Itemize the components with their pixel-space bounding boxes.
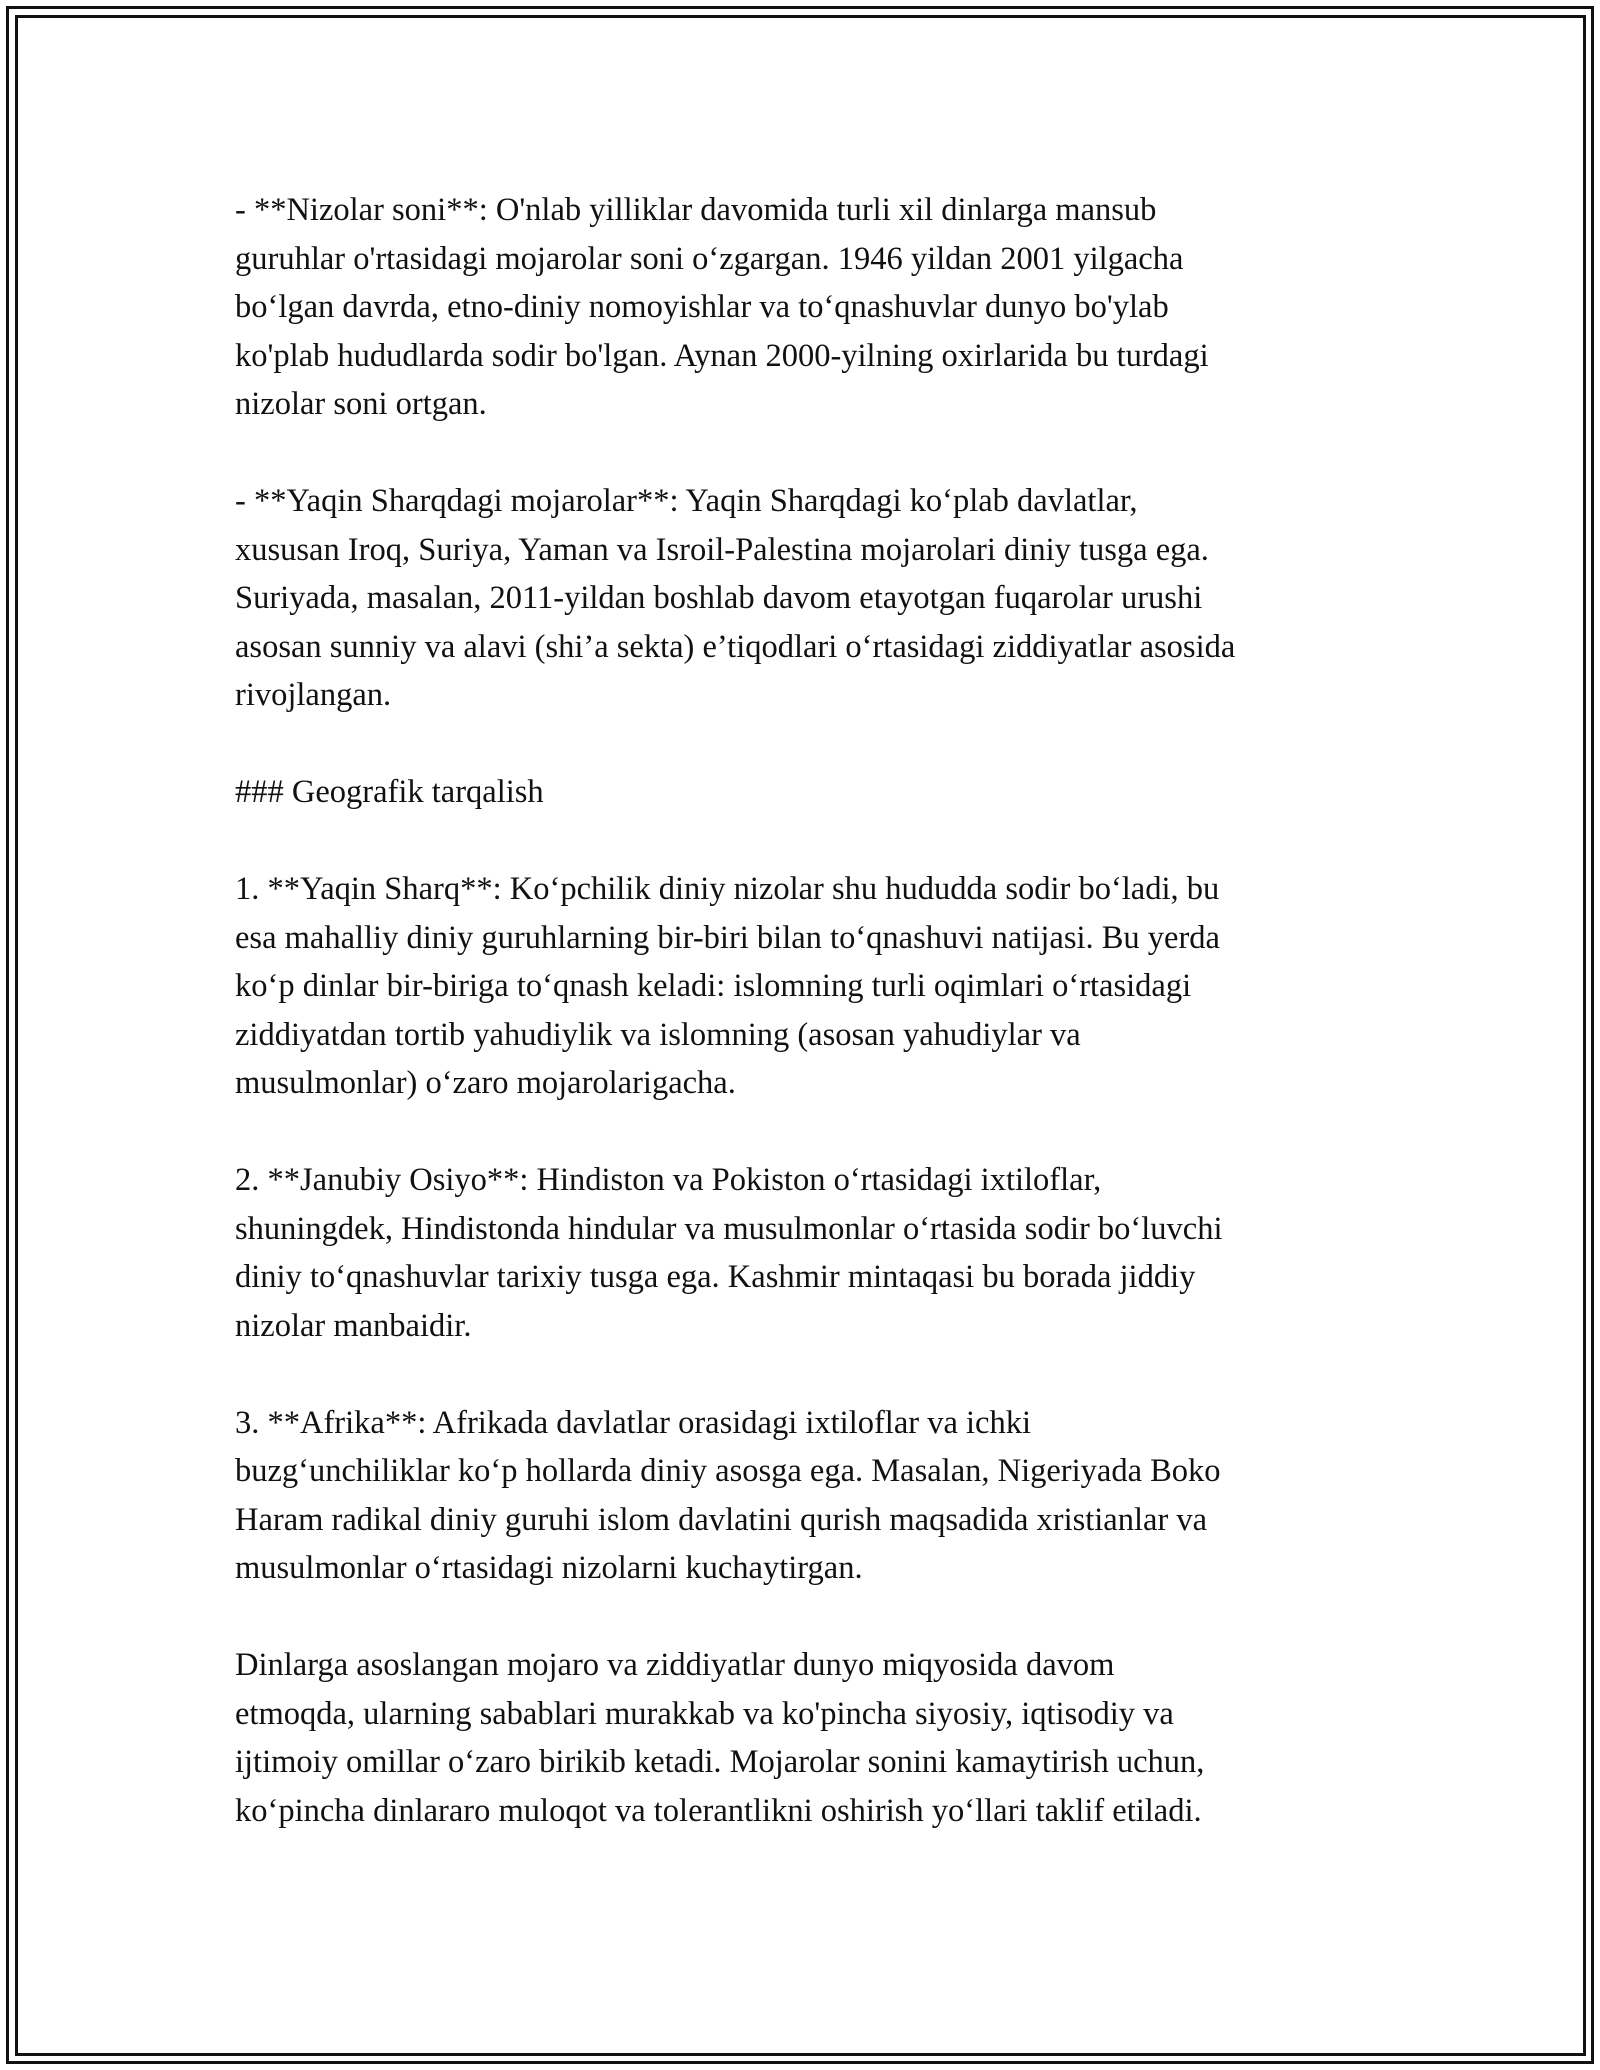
section-heading-geografik-tarqalish: ### Geografik tarqalish	[235, 774, 544, 810]
document-body	[235, 186, 1380, 1835]
list-item-yaqin-sharq: 1. **Yaqin Sharq**: Ko‘pchilik diniy nizolar shu hududda sodir bo‘ladi, bu esa mahalliy diniy guruhlarning bir-biri bilan to‘qnashuvi natijasi. Bu yerda ko‘p dinlar bir-biriga to‘qnash keladi: islomning turli oqimlari o‘rtasidagi ziddiyatdan tortib yahudiylik va islomning (asosan yahudiylar va musulmonlar) o‘zaro mojarolarigacha.	[235, 871, 1220, 1101]
paragraph-nizolar-soni: - **Nizolar soni**: O'nlab yilliklar davomida turli xil dinlarga mansub guruhlar o'rtasidagi mojarolar soni o‘zgargan. 1946 yildan 2001 yilgacha bo‘lgan davrda, etno-diniy nomoyishlar va to‘qnashuvlar dunyo bo'ylab ko'plab hududlarda sodir bo'lgan. Aynan 2000-yilning oxirlarida bu turdagi nizolar soni ortgan.	[235, 192, 1209, 422]
list-item-afrika: 3. **Afrika**: Afrikada davlatlar orasidagi ixtiloflar va ichki buzg‘unchiliklar ko‘p hollarda diniy asosga ega. Masalan, Nigeriyada Boko Haram radikal diniy guruhi islom davlatini qurish maqsadida xristianlar va musulmonlar o‘rtasidagi nizolarni kuchaytirgan.	[235, 1404, 1221, 1586]
paragraph-conclusion: Dinlarga asoslangan mojaro va ziddiyatlar dunyo miqyosida davom etmoqda, ularning sabablari murakkab va ko'pincha siyosiy, iqtisodiy va ijtimoiy omillar o‘zaro birikib ketadi. Mojarolar sonini kamaytirish uchun, ko‘pincha dinlararo muloqot va tolerantlikni oshirish yo‘llari taklif etiladi.	[235, 1647, 1205, 1829]
paragraph-yaqin-sharqdagi-mojarolar: - **Yaqin Sharqdagi mojarolar**: Yaqin Sharqdagi ko‘plab davlatlar, xususan Iroq, Suriya, Yaman va Isroil-Palestina mojarolari diniy tusga ega. Suriyada, masalan, 2011-yildan boshlab davom etayotgan fuqarolar urushi asosan sunniy va alavi (shi’a sekta) e’tiqodlari o‘rtasidagi ziddiyatlar asosida rivojlangan.	[235, 483, 1236, 713]
list-item-janubiy-osiyo: 2. **Janubiy Osiyo**: Hindiston va Pokiston o‘rtasidagi ixtiloflar, shuningdek, Hindistonda hindular va musulmonlar o‘rtasida sodir bo‘luvchi diniy to‘qnashuvlar tarixiy tusga ega. Kashmir mintaqasi bu borada jiddiy nizolar manbaidir.	[235, 1162, 1223, 1344]
